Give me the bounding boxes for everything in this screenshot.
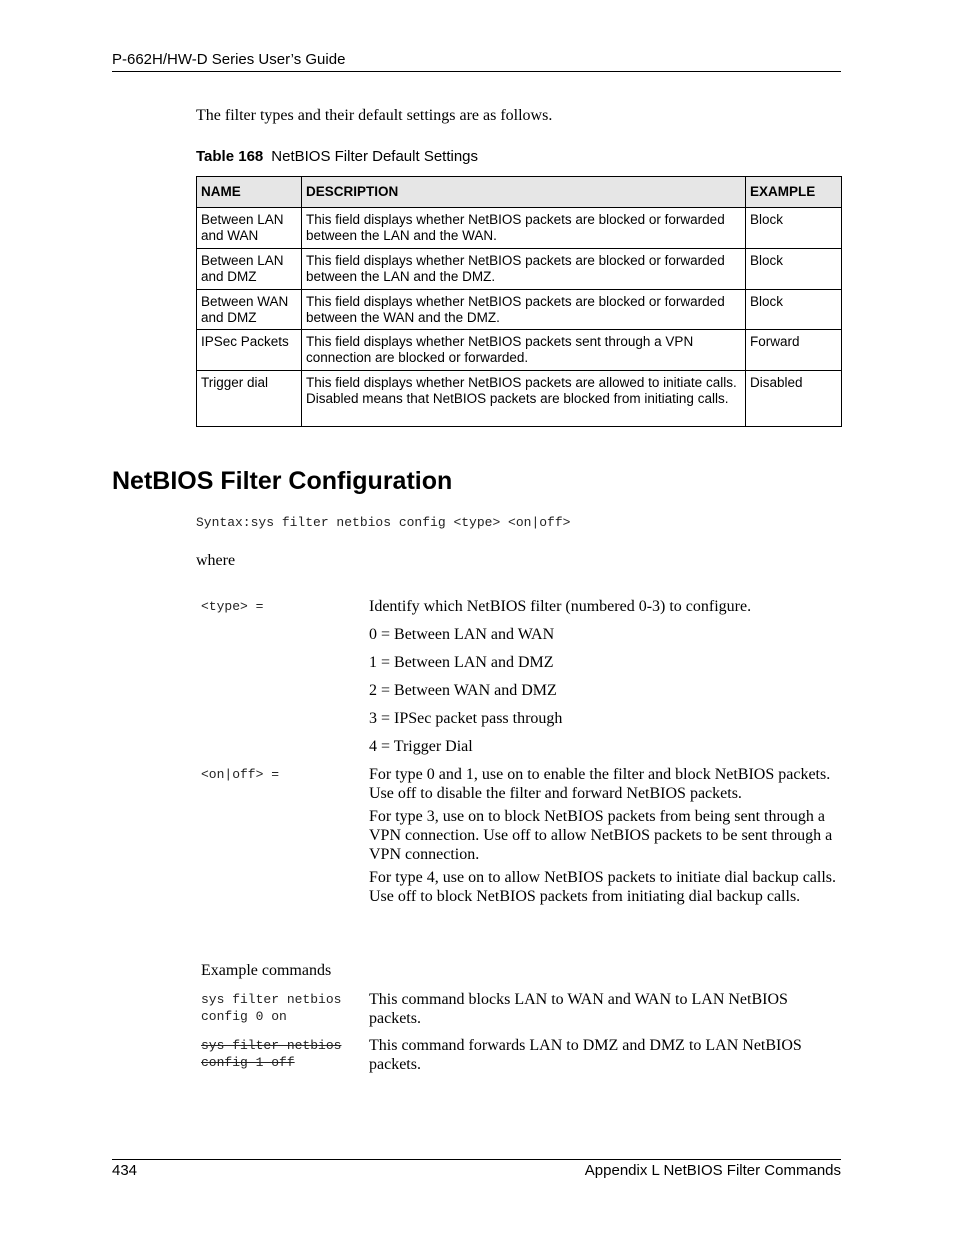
table-header-row	[197, 177, 842, 208]
cell-description: This field displays whether NetBIOS packets are allowed to initiate calls. Disabled means that NetBIOS packets are blocked from initiating calls.	[302, 371, 746, 427]
cell-name: Trigger dial	[197, 371, 302, 427]
param-onoff-label: <on|off> =	[201, 767, 280, 782]
cell-example: Forward	[746, 330, 842, 371]
example-command: sys filter netbios config 0 on	[201, 992, 342, 1024]
header-divider	[112, 71, 841, 72]
running-header: P-662H/HW-D Series User’s Guide	[112, 51, 346, 68]
param-type-option: 3 = IPSec packet pass through	[369, 710, 563, 727]
section-title: NetBIOS Filter Configuration	[112, 467, 453, 495]
netbios-default-settings-table	[196, 176, 842, 427]
table-caption	[196, 148, 478, 165]
cell-description: This field displays whether NetBIOS packets sent through a VPN connection are blocked or forwarded.	[302, 330, 746, 371]
intro-paragraph: The filter types and their default settings are as follows.	[196, 107, 553, 124]
param-type-option: 2 = Between WAN and DMZ	[369, 682, 557, 699]
where-label: where	[196, 552, 236, 569]
cell-example: Block	[746, 290, 842, 330]
param-onoff-desc: For type 4, use on to allow NetBIOS packets to initiate dial backup calls. Use off to block NetBIOS packets from initiating dial backup calls.	[369, 869, 837, 905]
table-row	[197, 208, 842, 249]
param-type-option: 4 = Trigger Dial	[369, 738, 473, 755]
param-type-label: <type> =	[201, 599, 264, 614]
param-type-option: 0 = Between LAN and WAN	[369, 626, 555, 643]
table-row	[197, 330, 842, 371]
table-row	[197, 290, 842, 330]
cell-name: Between LAN and DMZ	[197, 249, 302, 290]
param-onoff-desc: For type 3, use on to block NetBIOS packets from being sent through a VPN connection. Use off to allow NetBIOS packets to be sent through a VPN connection.	[369, 808, 833, 863]
footer-section-title: Appendix L NetBIOS Filter Commands	[584, 1162, 841, 1179]
example-description: This command forwards LAN to DMZ and DMZ to LAN NetBIOS packets.	[369, 1037, 802, 1073]
table-caption-label: Table 168	[196, 148, 264, 165]
param-type-desc: Identify which NetBIOS filter (numbered 0-3) to configure.	[369, 598, 752, 615]
table-row	[197, 371, 842, 427]
param-type-option: 1 = Between LAN and DMZ	[369, 654, 554, 671]
param-onoff-desc: For type 0 and 1, use on to enable the filter and block NetBIOS packets. Use off to disable the filter and forward NetBIOS packets.	[369, 766, 831, 802]
cell-example: Block	[746, 249, 842, 290]
cell-name: Between WAN and DMZ	[197, 290, 302, 330]
cell-name: Between LAN and WAN	[197, 208, 302, 249]
column-header-name: NAME	[197, 177, 302, 208]
table-row	[197, 249, 842, 290]
cell-description: This field displays whether NetBIOS packets are blocked or forwarded between the LAN and the WAN.	[302, 208, 746, 249]
page-number: 434	[112, 1162, 138, 1179]
column-header-description: DESCRIPTION	[302, 177, 746, 208]
example-commands-heading: Example commands	[201, 962, 332, 979]
cell-name: IPSec Packets	[197, 330, 302, 371]
cell-description: This field displays whether NetBIOS packets are blocked or forwarded between the WAN and the DMZ.	[302, 290, 746, 330]
example-command: sys filter netbios config 1 off	[201, 1038, 342, 1070]
table-caption-text: NetBIOS Filter Default Settings	[271, 148, 479, 165]
example-description: This command blocks LAN to WAN and WAN to LAN NetBIOS packets.	[369, 991, 788, 1027]
syntax-line: Syntax:sys filter netbios config <type> <on|off>	[196, 515, 571, 530]
cell-example: Disabled	[746, 371, 842, 427]
cell-description: This field displays whether NetBIOS packets are blocked or forwarded between the LAN and the DMZ.	[302, 249, 746, 290]
footer-divider	[112, 1159, 841, 1160]
column-header-example: EXAMPLE	[746, 177, 842, 208]
cell-example: Block	[746, 208, 842, 249]
